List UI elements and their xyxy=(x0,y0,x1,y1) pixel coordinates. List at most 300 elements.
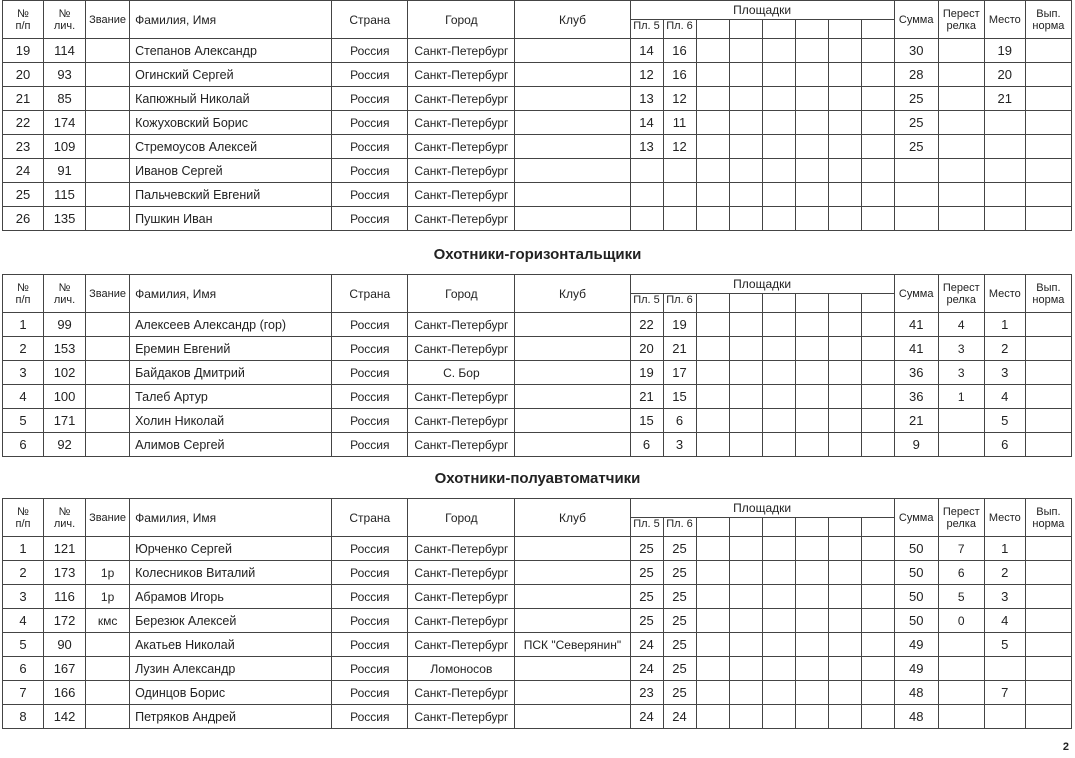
cell-sum: 9 xyxy=(894,433,938,457)
cell-zvanie xyxy=(86,409,130,433)
cell-pl-empty xyxy=(861,657,894,681)
cell-pl-empty xyxy=(795,361,828,385)
cell-perestrelka xyxy=(938,63,984,87)
cell-pl-empty xyxy=(762,705,795,729)
cell-perestrelka xyxy=(938,183,984,207)
cell-gorod: Санкт-Петербург xyxy=(408,561,515,585)
cell-pl5: 24 xyxy=(630,705,663,729)
cell-zvanie: 1р xyxy=(86,585,130,609)
cell-zvanie xyxy=(86,337,130,361)
cell-klub xyxy=(515,585,630,609)
cell-vyp xyxy=(1025,609,1071,633)
cell-gorod: Санкт-Петербург xyxy=(408,681,515,705)
cell-pl6: 16 xyxy=(663,39,696,63)
header-pl-empty xyxy=(828,518,861,537)
cell-n: 26 xyxy=(3,207,44,231)
cell-gorod: Санкт-Петербург xyxy=(408,159,515,183)
cell-strana: Россия xyxy=(332,207,408,231)
cell-strana: Россия xyxy=(332,705,408,729)
cell-gorod: Санкт-Петербург xyxy=(408,207,515,231)
cell-pl-empty xyxy=(795,159,828,183)
cell-perestrelka xyxy=(938,657,984,681)
cell-sum: 49 xyxy=(894,657,938,681)
cell-pl5: 25 xyxy=(630,585,663,609)
cell-pl-empty xyxy=(729,433,762,457)
cell-n: 3 xyxy=(3,361,44,385)
cell-zvanie xyxy=(86,207,130,231)
cell-strana: Россия xyxy=(332,159,408,183)
cell-sum xyxy=(894,207,938,231)
cell-n: 6 xyxy=(3,433,44,457)
cell-mesto: 7 xyxy=(984,681,1025,705)
header-pl-empty xyxy=(729,20,762,39)
cell-klub xyxy=(515,63,630,87)
cell-klub xyxy=(515,657,630,681)
cell-pl-empty xyxy=(729,111,762,135)
cell-pl-empty xyxy=(795,313,828,337)
cell-perestrelka: 7 xyxy=(938,537,984,561)
cell-lich: 173 xyxy=(44,561,86,585)
cell-gorod: Ломоносов xyxy=(408,657,515,681)
cell-pl-empty xyxy=(861,585,894,609)
cell-pl-empty xyxy=(729,633,762,657)
cell-vyp xyxy=(1025,657,1071,681)
header-pl5: Пл. 5 xyxy=(630,20,663,39)
cell-pl-empty xyxy=(861,385,894,409)
cell-klub xyxy=(515,337,630,361)
cell-gorod: Санкт-Петербург xyxy=(408,537,515,561)
cell-strana: Россия xyxy=(332,183,408,207)
table-row xyxy=(3,585,1072,609)
header-lich: № лич. xyxy=(44,499,86,537)
cell-mesto xyxy=(984,705,1025,729)
cell-pl-empty xyxy=(729,409,762,433)
cell-pl6: 12 xyxy=(663,135,696,159)
cell-mesto xyxy=(984,159,1025,183)
cell-klub xyxy=(515,207,630,231)
cell-pl6: 6 xyxy=(663,409,696,433)
cell-pl6: 16 xyxy=(663,63,696,87)
cell-klub xyxy=(515,681,630,705)
cell-pl-empty xyxy=(762,63,795,87)
header-mesto: Место xyxy=(984,275,1025,313)
cell-pl6: 25 xyxy=(663,633,696,657)
cell-mesto xyxy=(984,135,1025,159)
header-np: № п/п xyxy=(3,499,44,537)
cell-mesto: 2 xyxy=(984,337,1025,361)
cell-fio: Холин Николай xyxy=(130,409,332,433)
header-lich: № лич. xyxy=(44,1,86,39)
cell-klub xyxy=(515,87,630,111)
cell-pl-empty xyxy=(762,657,795,681)
header-pl-empty xyxy=(828,20,861,39)
cell-klub xyxy=(515,561,630,585)
cell-pl-empty xyxy=(762,361,795,385)
cell-gorod: С. Бор xyxy=(408,361,515,385)
header-perestrelka: Перест релка xyxy=(938,1,984,39)
cell-pl-empty xyxy=(729,159,762,183)
cell-n: 1 xyxy=(3,313,44,337)
cell-pl-empty xyxy=(861,609,894,633)
cell-vyp xyxy=(1025,537,1071,561)
cell-fio: Петряков Андрей xyxy=(130,705,332,729)
cell-pl-empty xyxy=(696,63,729,87)
cell-gorod: Санкт-Петербург xyxy=(408,183,515,207)
cell-n: 8 xyxy=(3,705,44,729)
cell-klub xyxy=(515,537,630,561)
cell-lich: 99 xyxy=(44,313,86,337)
cell-klub xyxy=(515,385,630,409)
header-pl-empty xyxy=(696,518,729,537)
cell-gorod: Санкт-Петербург xyxy=(408,585,515,609)
cell-fio: Одинцов Борис xyxy=(130,681,332,705)
cell-vyp xyxy=(1025,159,1071,183)
header-fio: Фамилия, Имя xyxy=(130,499,332,537)
cell-zvanie xyxy=(86,39,130,63)
cell-pl-empty xyxy=(861,681,894,705)
cell-pl-empty xyxy=(795,681,828,705)
cell-pl-empty xyxy=(762,585,795,609)
cell-pl-empty xyxy=(828,135,861,159)
cell-mesto: 1 xyxy=(984,537,1025,561)
header-perestrelka: Перест релка xyxy=(938,275,984,313)
header-pl-empty xyxy=(795,294,828,313)
table-row xyxy=(3,409,1072,433)
cell-pl6 xyxy=(663,207,696,231)
cell-gorod: Санкт-Петербург xyxy=(408,111,515,135)
cell-gorod: Санкт-Петербург xyxy=(408,63,515,87)
cell-pl-empty xyxy=(729,385,762,409)
cell-pl-empty xyxy=(861,39,894,63)
cell-pl-empty xyxy=(861,111,894,135)
cell-pl6: 25 xyxy=(663,561,696,585)
cell-perestrelka xyxy=(938,207,984,231)
cell-pl-empty xyxy=(795,111,828,135)
cell-sum: 41 xyxy=(894,337,938,361)
cell-pl-empty xyxy=(696,609,729,633)
cell-lich: 90 xyxy=(44,633,86,657)
table-row xyxy=(3,183,1072,207)
cell-pl-empty xyxy=(828,63,861,87)
cell-vyp xyxy=(1025,183,1071,207)
cell-pl5: 25 xyxy=(630,561,663,585)
cell-klub xyxy=(515,313,630,337)
cell-pl6: 25 xyxy=(663,681,696,705)
cell-strana: Россия xyxy=(332,409,408,433)
cell-n: 4 xyxy=(3,609,44,633)
cell-lich: 91 xyxy=(44,159,86,183)
cell-sum: 36 xyxy=(894,361,938,385)
cell-pl-empty xyxy=(762,87,795,111)
cell-vyp xyxy=(1025,135,1071,159)
cell-lich: 174 xyxy=(44,111,86,135)
cell-lich: 142 xyxy=(44,705,86,729)
cell-sum: 49 xyxy=(894,633,938,657)
header-zvanie: Звание xyxy=(86,1,130,39)
cell-mesto: 3 xyxy=(984,361,1025,385)
cell-pl-empty xyxy=(729,705,762,729)
cell-lich: 116 xyxy=(44,585,86,609)
cell-vyp xyxy=(1025,633,1071,657)
cell-vyp xyxy=(1025,409,1071,433)
cell-pl5: 15 xyxy=(630,409,663,433)
cell-sum: 50 xyxy=(894,537,938,561)
cell-mesto: 2 xyxy=(984,561,1025,585)
cell-perestrelka xyxy=(938,135,984,159)
cell-pl-empty xyxy=(795,433,828,457)
section-title-semiauto: Охотники-полуавтоматчики xyxy=(434,470,641,487)
cell-pl5: 14 xyxy=(630,39,663,63)
cell-pl-empty xyxy=(828,633,861,657)
table-row xyxy=(3,313,1072,337)
header-pl-empty xyxy=(795,20,828,39)
table-row xyxy=(3,633,1072,657)
cell-pl-empty xyxy=(861,337,894,361)
cell-pl-empty xyxy=(696,681,729,705)
cell-pl-empty xyxy=(861,87,894,111)
cell-pl-empty xyxy=(861,537,894,561)
cell-perestrelka: 6 xyxy=(938,561,984,585)
cell-zvanie xyxy=(86,433,130,457)
cell-n: 22 xyxy=(3,111,44,135)
table-row xyxy=(3,361,1072,385)
header-vyp: Вып. норма xyxy=(1025,275,1071,313)
cell-vyp xyxy=(1025,87,1071,111)
cell-fio: Алимов Сергей xyxy=(130,433,332,457)
cell-pl6: 21 xyxy=(663,337,696,361)
header-gorod: Город xyxy=(408,275,515,313)
cell-sum: 21 xyxy=(894,409,938,433)
cell-vyp xyxy=(1025,705,1071,729)
cell-pl-empty xyxy=(795,207,828,231)
cell-klub xyxy=(515,409,630,433)
header-pl-empty xyxy=(729,518,762,537)
cell-pl6: 25 xyxy=(663,609,696,633)
table-row xyxy=(3,111,1072,135)
header-pl-empty xyxy=(795,518,828,537)
cell-perestrelka: 3 xyxy=(938,337,984,361)
cell-pl-empty xyxy=(828,337,861,361)
cell-pl6: 25 xyxy=(663,537,696,561)
cell-pl-empty xyxy=(795,705,828,729)
cell-sum xyxy=(894,159,938,183)
header-klub: Клуб xyxy=(515,1,630,39)
cell-n: 23 xyxy=(3,135,44,159)
cell-pl5: 21 xyxy=(630,385,663,409)
cell-mesto: 19 xyxy=(984,39,1025,63)
cell-pl6 xyxy=(663,159,696,183)
cell-lich: 85 xyxy=(44,87,86,111)
cell-vyp xyxy=(1025,39,1071,63)
cell-pl-empty xyxy=(828,705,861,729)
cell-strana: Россия xyxy=(332,537,408,561)
cell-mesto xyxy=(984,183,1025,207)
cell-pl-empty xyxy=(696,337,729,361)
cell-pl5 xyxy=(630,183,663,207)
cell-pl-empty xyxy=(795,385,828,409)
cell-pl-empty xyxy=(861,361,894,385)
cell-pl-empty xyxy=(861,63,894,87)
cell-pl-empty xyxy=(828,433,861,457)
cell-pl-empty xyxy=(762,609,795,633)
cell-perestrelka: 5 xyxy=(938,585,984,609)
cell-strana: Россия xyxy=(332,385,408,409)
cell-pl-empty xyxy=(696,111,729,135)
header-np: № п/п xyxy=(3,1,44,39)
cell-pl-empty xyxy=(762,433,795,457)
cell-vyp xyxy=(1025,361,1071,385)
table-row xyxy=(3,657,1072,681)
cell-pl-empty xyxy=(696,633,729,657)
cell-pl-empty xyxy=(762,159,795,183)
cell-pl6: 25 xyxy=(663,585,696,609)
cell-pl-empty xyxy=(696,313,729,337)
cell-lich: 135 xyxy=(44,207,86,231)
cell-lich: 93 xyxy=(44,63,86,87)
cell-perestrelka: 4 xyxy=(938,313,984,337)
cell-perestrelka: 1 xyxy=(938,385,984,409)
cell-vyp xyxy=(1025,111,1071,135)
cell-zvanie xyxy=(86,313,130,337)
cell-sum: 48 xyxy=(894,705,938,729)
results-table-3 xyxy=(2,498,1072,729)
cell-mesto xyxy=(984,111,1025,135)
cell-pl-empty xyxy=(795,337,828,361)
cell-pl-empty xyxy=(729,657,762,681)
cell-fio: Абрамов Игорь xyxy=(130,585,332,609)
cell-strana: Россия xyxy=(332,433,408,457)
table-row xyxy=(3,705,1072,729)
cell-strana: Россия xyxy=(332,657,408,681)
cell-n: 7 xyxy=(3,681,44,705)
cell-sum: 50 xyxy=(894,585,938,609)
cell-sum: 25 xyxy=(894,111,938,135)
cell-pl-empty xyxy=(828,183,861,207)
cell-pl5: 25 xyxy=(630,537,663,561)
cell-pl5: 13 xyxy=(630,87,663,111)
cell-pl5: 20 xyxy=(630,337,663,361)
cell-zvanie xyxy=(86,537,130,561)
cell-sum: 41 xyxy=(894,313,938,337)
cell-pl-empty xyxy=(762,681,795,705)
header-strana: Страна xyxy=(332,499,408,537)
cell-pl6: 19 xyxy=(663,313,696,337)
cell-pl-empty xyxy=(729,63,762,87)
cell-sum: 25 xyxy=(894,135,938,159)
header-pl5: Пл. 5 xyxy=(630,518,663,537)
cell-pl-empty xyxy=(762,183,795,207)
cell-fio: Огинский Сергей xyxy=(130,63,332,87)
cell-gorod: Санкт-Петербург xyxy=(408,135,515,159)
cell-zvanie xyxy=(86,385,130,409)
cell-strana: Россия xyxy=(332,361,408,385)
cell-n: 19 xyxy=(3,39,44,63)
cell-zvanie xyxy=(86,159,130,183)
cell-lich: 167 xyxy=(44,657,86,681)
cell-pl-empty xyxy=(861,313,894,337)
cell-pl-empty xyxy=(762,337,795,361)
cell-strana: Россия xyxy=(332,313,408,337)
cell-zvanie xyxy=(86,633,130,657)
cell-vyp xyxy=(1025,433,1071,457)
table-row xyxy=(3,433,1072,457)
header-pl-empty xyxy=(762,294,795,313)
cell-zvanie xyxy=(86,183,130,207)
cell-n: 5 xyxy=(3,409,44,433)
cell-mesto: 1 xyxy=(984,313,1025,337)
cell-pl6: 25 xyxy=(663,657,696,681)
cell-pl-empty xyxy=(729,537,762,561)
cell-gorod: Санкт-Петербург xyxy=(408,433,515,457)
header-fio: Фамилия, Имя xyxy=(130,275,332,313)
header-pl-empty xyxy=(762,518,795,537)
cell-pl5: 6 xyxy=(630,433,663,457)
header-klub: Клуб xyxy=(515,499,630,537)
cell-pl6: 17 xyxy=(663,361,696,385)
cell-sum: 25 xyxy=(894,87,938,111)
cell-gorod: Санкт-Петербург xyxy=(408,385,515,409)
cell-pl-empty xyxy=(729,585,762,609)
cell-klub xyxy=(515,609,630,633)
cell-pl-empty xyxy=(795,633,828,657)
cell-pl-empty xyxy=(795,87,828,111)
cell-sum: 50 xyxy=(894,609,938,633)
table-row xyxy=(3,561,1072,585)
cell-pl-empty xyxy=(696,433,729,457)
cell-mesto: 5 xyxy=(984,633,1025,657)
cell-pl-empty xyxy=(762,561,795,585)
cell-perestrelka xyxy=(938,705,984,729)
cell-pl-empty xyxy=(696,657,729,681)
cell-pl-empty xyxy=(762,207,795,231)
cell-pl-empty xyxy=(828,87,861,111)
cell-pl-empty xyxy=(828,681,861,705)
cell-fio: Алексеев Александр (гор) xyxy=(130,313,332,337)
cell-pl-empty xyxy=(795,183,828,207)
cell-vyp xyxy=(1025,63,1071,87)
cell-gorod: Санкт-Петербург xyxy=(408,313,515,337)
cell-lich: 153 xyxy=(44,337,86,361)
table-row xyxy=(3,537,1072,561)
cell-perestrelka xyxy=(938,159,984,183)
cell-pl-empty xyxy=(861,159,894,183)
header-lich: № лич. xyxy=(44,275,86,313)
cell-pl-empty xyxy=(729,337,762,361)
cell-gorod: Санкт-Петербург xyxy=(408,609,515,633)
header-pl6: Пл. 6 xyxy=(663,20,696,39)
cell-pl-empty xyxy=(861,409,894,433)
cell-lich: 100 xyxy=(44,385,86,409)
cell-pl-empty xyxy=(861,207,894,231)
cell-n: 5 xyxy=(3,633,44,657)
cell-pl-empty xyxy=(696,87,729,111)
cell-strana: Россия xyxy=(332,135,408,159)
cell-fio: Еремин Евгений xyxy=(130,337,332,361)
cell-perestrelka: 0 xyxy=(938,609,984,633)
cell-pl5: 22 xyxy=(630,313,663,337)
cell-pl-empty xyxy=(828,561,861,585)
cell-perestrelka xyxy=(938,633,984,657)
cell-zvanie xyxy=(86,657,130,681)
results-table-2 xyxy=(2,274,1072,457)
cell-mesto xyxy=(984,207,1025,231)
cell-sum: 36 xyxy=(894,385,938,409)
cell-pl-empty xyxy=(762,135,795,159)
cell-vyp xyxy=(1025,681,1071,705)
cell-pl-empty xyxy=(795,39,828,63)
cell-klub xyxy=(515,183,630,207)
cell-fio: Акатьев Николай xyxy=(130,633,332,657)
